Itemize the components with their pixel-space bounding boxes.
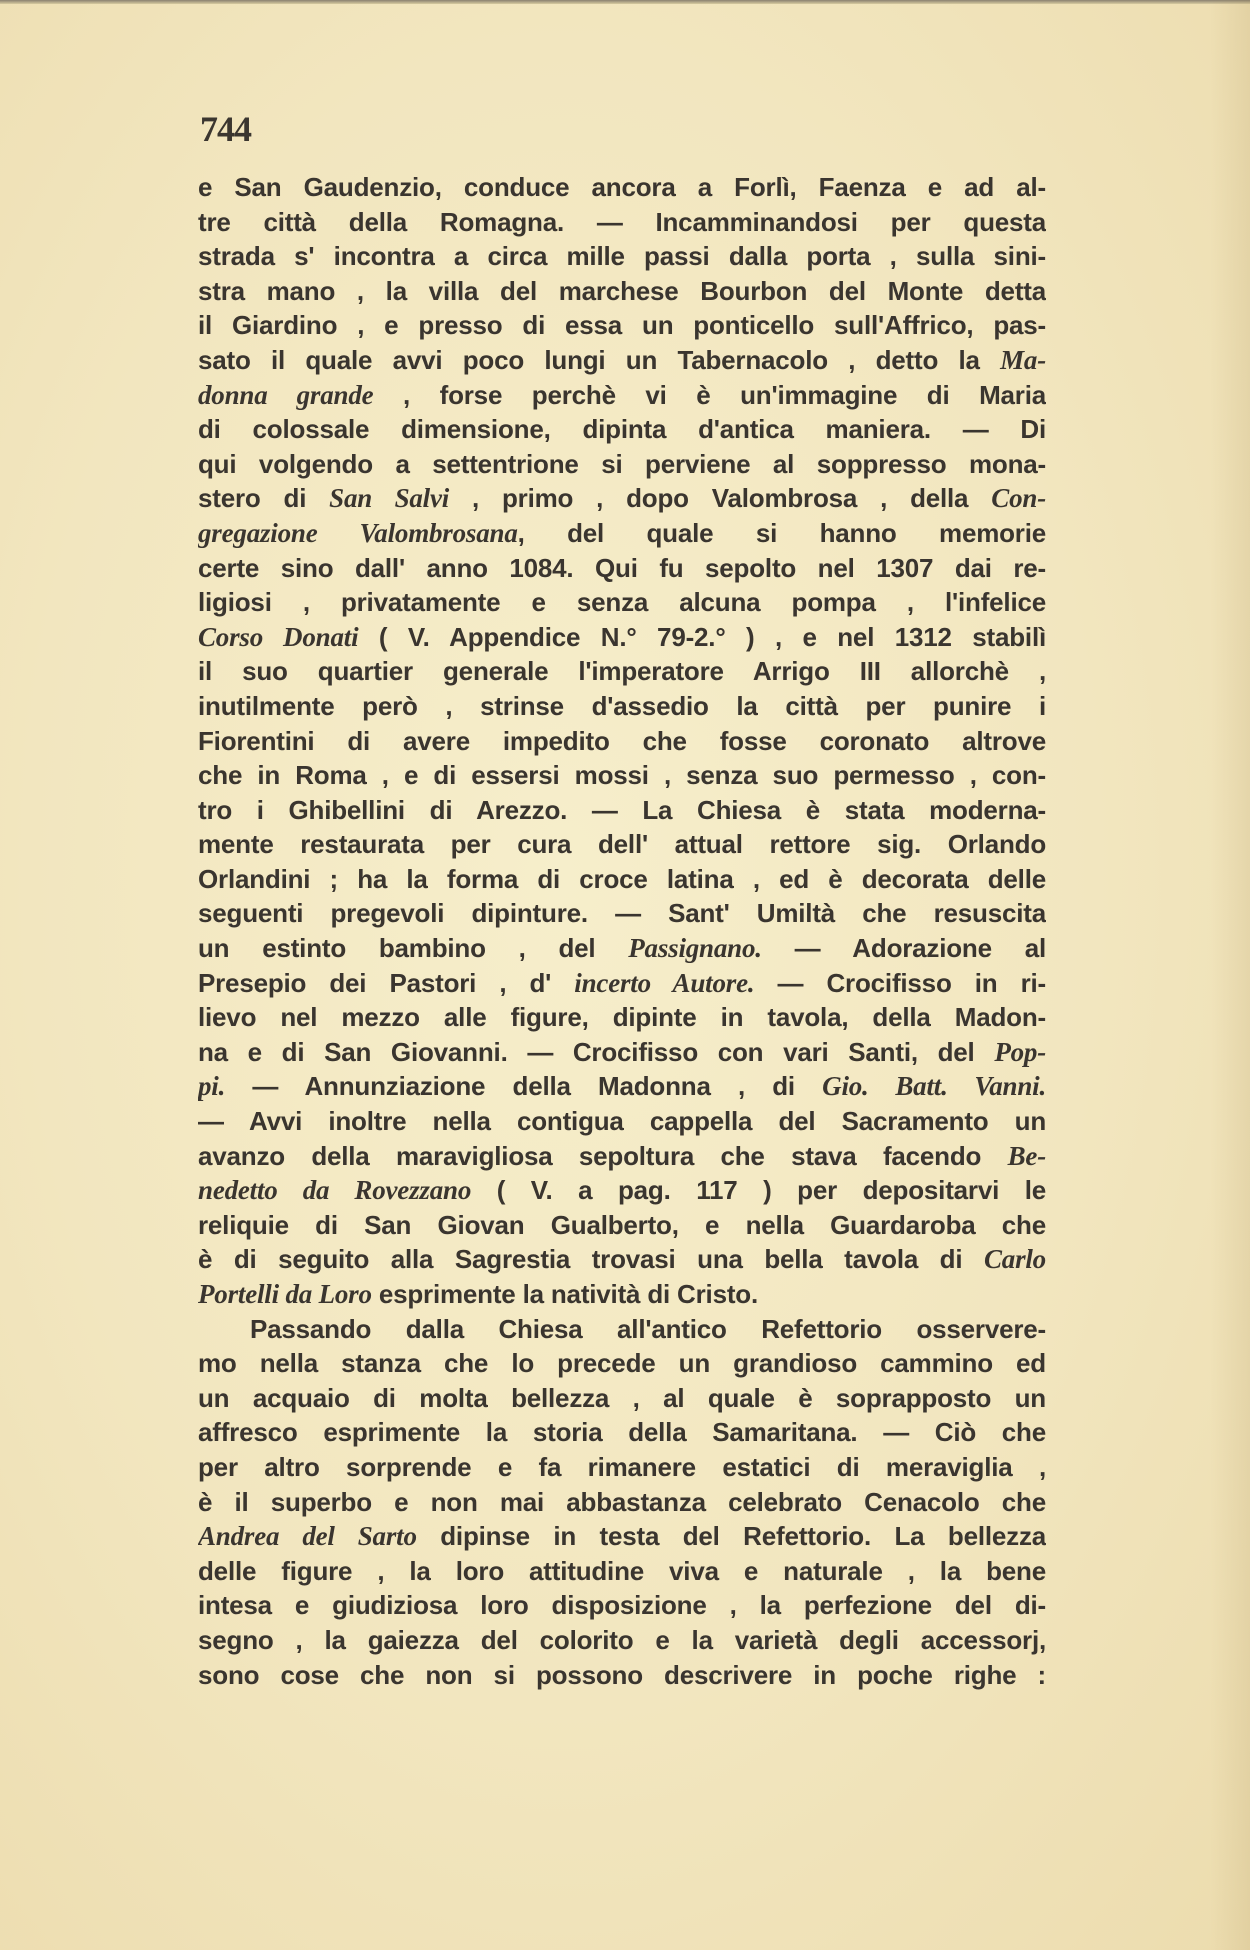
page-top-edge — [0, 0, 1250, 4]
text-segment: dipinse in testa del Refettorio. La bellezza — [416, 1521, 1046, 1552]
text-line — [198, 1035, 1046, 1070]
text-line — [198, 205, 1046, 240]
text-segment: tro i Ghibellini di Arezzo. — La Chiesa è stata moderna- — [198, 794, 1046, 825]
page-number: 744 — [200, 109, 251, 149]
italic-segment: Con- — [991, 483, 1046, 514]
text-line — [198, 689, 1046, 724]
text-line — [198, 447, 1046, 482]
text-segment: Orlandini ; ha la forma di croce latina , ed è decorata delle — [198, 863, 1046, 894]
text-line — [198, 170, 1046, 205]
text-line — [198, 1623, 1046, 1658]
text-segment: è il superbo e non mai abbastanza celebrato Cenacolo che — [198, 1486, 1046, 1517]
text-line — [198, 1588, 1046, 1623]
text-line — [198, 1346, 1046, 1381]
text-line — [198, 966, 1046, 1001]
text-line — [198, 274, 1046, 309]
text-line — [198, 1104, 1046, 1139]
text-segment: mo nella stanza che lo precede un grandioso cammino ed — [198, 1348, 1046, 1379]
text-segment: il Giardino , e presso di essa un ponticello sull'Affrico, pas- — [198, 310, 1046, 341]
text-segment: lievo nel mezzo alle figure, dipinte in tavola, della Madon- — [198, 1002, 1046, 1033]
text-line — [198, 1208, 1046, 1243]
italic-segment: San Salvi — [329, 483, 450, 514]
text-line — [198, 1415, 1046, 1450]
text-segment: è di seguito alla Sagrestia trovasi una bella tavola di — [198, 1244, 984, 1275]
text-segment: segno , la gaiezza del colorito e la varietà degli accessorj, — [198, 1624, 1046, 1655]
text-segment: — Crocifisso in ri- — [754, 967, 1046, 998]
italic-segment: Portelli da Loro — [198, 1279, 372, 1309]
text-line — [198, 1485, 1046, 1520]
text-segment: un acquaio di molta bellezza , al quale è soprapposto un — [198, 1382, 1046, 1413]
text-segment: ( V. a pag. 117 ) per depositarvi le — [471, 1175, 1046, 1206]
italic-segment: donna grande — [198, 379, 374, 410]
text-segment: reliquie di San Giovan Gualberto, e nella Guardaroba che — [198, 1209, 1046, 1240]
text-segment: — Annunziazione della Madonna , di — [225, 1071, 823, 1102]
text-segment: delle figure , la loro attitudine viva e naturale , la bene — [198, 1555, 1046, 1586]
text-line — [198, 1381, 1046, 1416]
text-line — [198, 827, 1046, 862]
text-segment: intesa e giudiziosa loro disposizione , la perfezione del di- — [198, 1590, 1046, 1621]
text-line — [198, 896, 1046, 931]
text-segment: tre città della Romagna. — Incamminandosi per questa — [198, 206, 1046, 237]
text-line — [198, 1450, 1046, 1485]
text-line — [198, 1658, 1046, 1693]
text-segment: inutilmente però , strinse d'assedio la città per punire i — [198, 690, 1046, 721]
body-text — [198, 170, 1046, 1692]
text-segment: e San Gaudenzio, conduce ancora a Forlì, Faenza e ad al- — [198, 172, 1046, 202]
text-line — [198, 378, 1046, 413]
text-segment: certe sino dall' anno 1084. Qui fu sepolto nel 1307 dai re- — [198, 552, 1046, 583]
text-line — [198, 1554, 1046, 1589]
text-line — [198, 308, 1046, 343]
text-line — [198, 551, 1046, 586]
text-segment: un estinto bambino , del — [198, 933, 629, 964]
text-segment: Passando dalla Chiesa all'antico Refettorio osservere- — [250, 1313, 1046, 1344]
text-segment: sato il quale avvi poco lungi un Tabernacolo , detto la — [198, 344, 1001, 375]
text-line — [198, 758, 1046, 793]
text-line — [198, 620, 1046, 655]
italic-segment: Gio. Batt. Vanni. — [822, 1071, 1046, 1102]
italic-segment: Andrea del Sarto — [198, 1521, 417, 1552]
text-line — [198, 793, 1046, 828]
text-segment: , forse perchè vi è un'immagine di Maria — [373, 379, 1046, 410]
text-line — [198, 412, 1046, 447]
text-line — [198, 1277, 1046, 1312]
text-line — [198, 516, 1046, 551]
text-line — [198, 1139, 1046, 1174]
text-segment: esprimente la natività di Cristo. — [371, 1279, 758, 1309]
text-segment: ( V. Appendice N.° 79-2.° ) , e nel 1312 stabilì — [358, 621, 1046, 652]
text-segment: seguenti pregevoli dipinture. — Sant' Umiltà che resuscita — [198, 898, 1046, 929]
text-segment: na e di San Giovanni. — Crocifisso con vari Santi, del — [198, 1036, 995, 1067]
italic-segment: nedetto da Rovezzano — [198, 1175, 472, 1206]
italic-segment: Passignano. — [628, 933, 762, 964]
text-line — [198, 724, 1046, 759]
text-line — [198, 481, 1046, 516]
italic-segment: Carlo — [983, 1244, 1046, 1275]
text-segment: , primo , dopo Valombrosa , della — [449, 483, 992, 514]
text-line — [198, 862, 1046, 897]
text-segment: — Avvi inoltre nella contigua cappella del Sacramento un — [198, 1106, 1046, 1137]
text-line — [198, 1173, 1046, 1208]
text-line — [198, 239, 1046, 274]
italic-segment: Pop- — [994, 1036, 1046, 1067]
italic-segment: pi. — [198, 1071, 226, 1102]
text-segment: stero di — [198, 483, 330, 514]
text-segment: qui volgendo a settentrione si perviene al soppresso mona- — [198, 448, 1046, 479]
page-right-edge — [1210, 0, 1250, 1950]
text-segment: sono cose che non si possono descrivere in poche righe : — [198, 1659, 1046, 1690]
text-line — [198, 654, 1046, 689]
text-segment: affresco esprimente la storia della Samaritana. — Ciò che — [198, 1417, 1046, 1448]
text-segment: , del quale si hanno memorie — [517, 517, 1046, 548]
text-line — [198, 1519, 1046, 1554]
italic-segment: Corso Donati — [198, 621, 359, 652]
text-segment: Fiorentini di avere impedito che fosse coronato altrove — [198, 725, 1046, 756]
text-segment: che in Roma , e di essersi mossi , senza suo permesso , con- — [198, 760, 1046, 791]
text-segment: stra mano , la villa del marchese Bourbon del Monte detta — [198, 275, 1046, 306]
text-segment: avanzo della maravigliosa sepoltura che stava facendo — [198, 1140, 1008, 1171]
text-segment: di colossale dimensione, dipinta d'antica maniera. — Di — [198, 414, 1046, 445]
text-line — [198, 1069, 1046, 1104]
text-line — [198, 1312, 1046, 1347]
italic-segment: incerto Autore. — [574, 967, 755, 998]
text-segment: mente restaurata per cura dell' attual rettore sig. Orlando — [198, 829, 1046, 860]
text-line — [198, 1000, 1046, 1035]
italic-segment: Be- — [1007, 1140, 1046, 1171]
text-line — [198, 931, 1046, 966]
text-segment: strada s' incontra a circa mille passi dalla porta , sulla sini- — [198, 241, 1046, 272]
text-line — [198, 585, 1046, 620]
italic-segment: Ma- — [1000, 344, 1046, 375]
italic-segment: gregazione Valombrosana — [198, 517, 518, 548]
text-segment: Presepio dei Pastori , d' — [198, 967, 575, 998]
text-segment: ligiosi , privatamente e senza alcuna pompa , l'infelice — [198, 587, 1046, 618]
text-line — [198, 343, 1046, 378]
text-segment: per altro sorprende e fa rimanere estatici di meraviglia , — [198, 1451, 1046, 1482]
text-segment: il suo quartier generale l'imperatore Arrigo III allorchè , — [198, 656, 1046, 687]
text-segment: — Adorazione al — [761, 933, 1046, 964]
text-line — [198, 1242, 1046, 1277]
